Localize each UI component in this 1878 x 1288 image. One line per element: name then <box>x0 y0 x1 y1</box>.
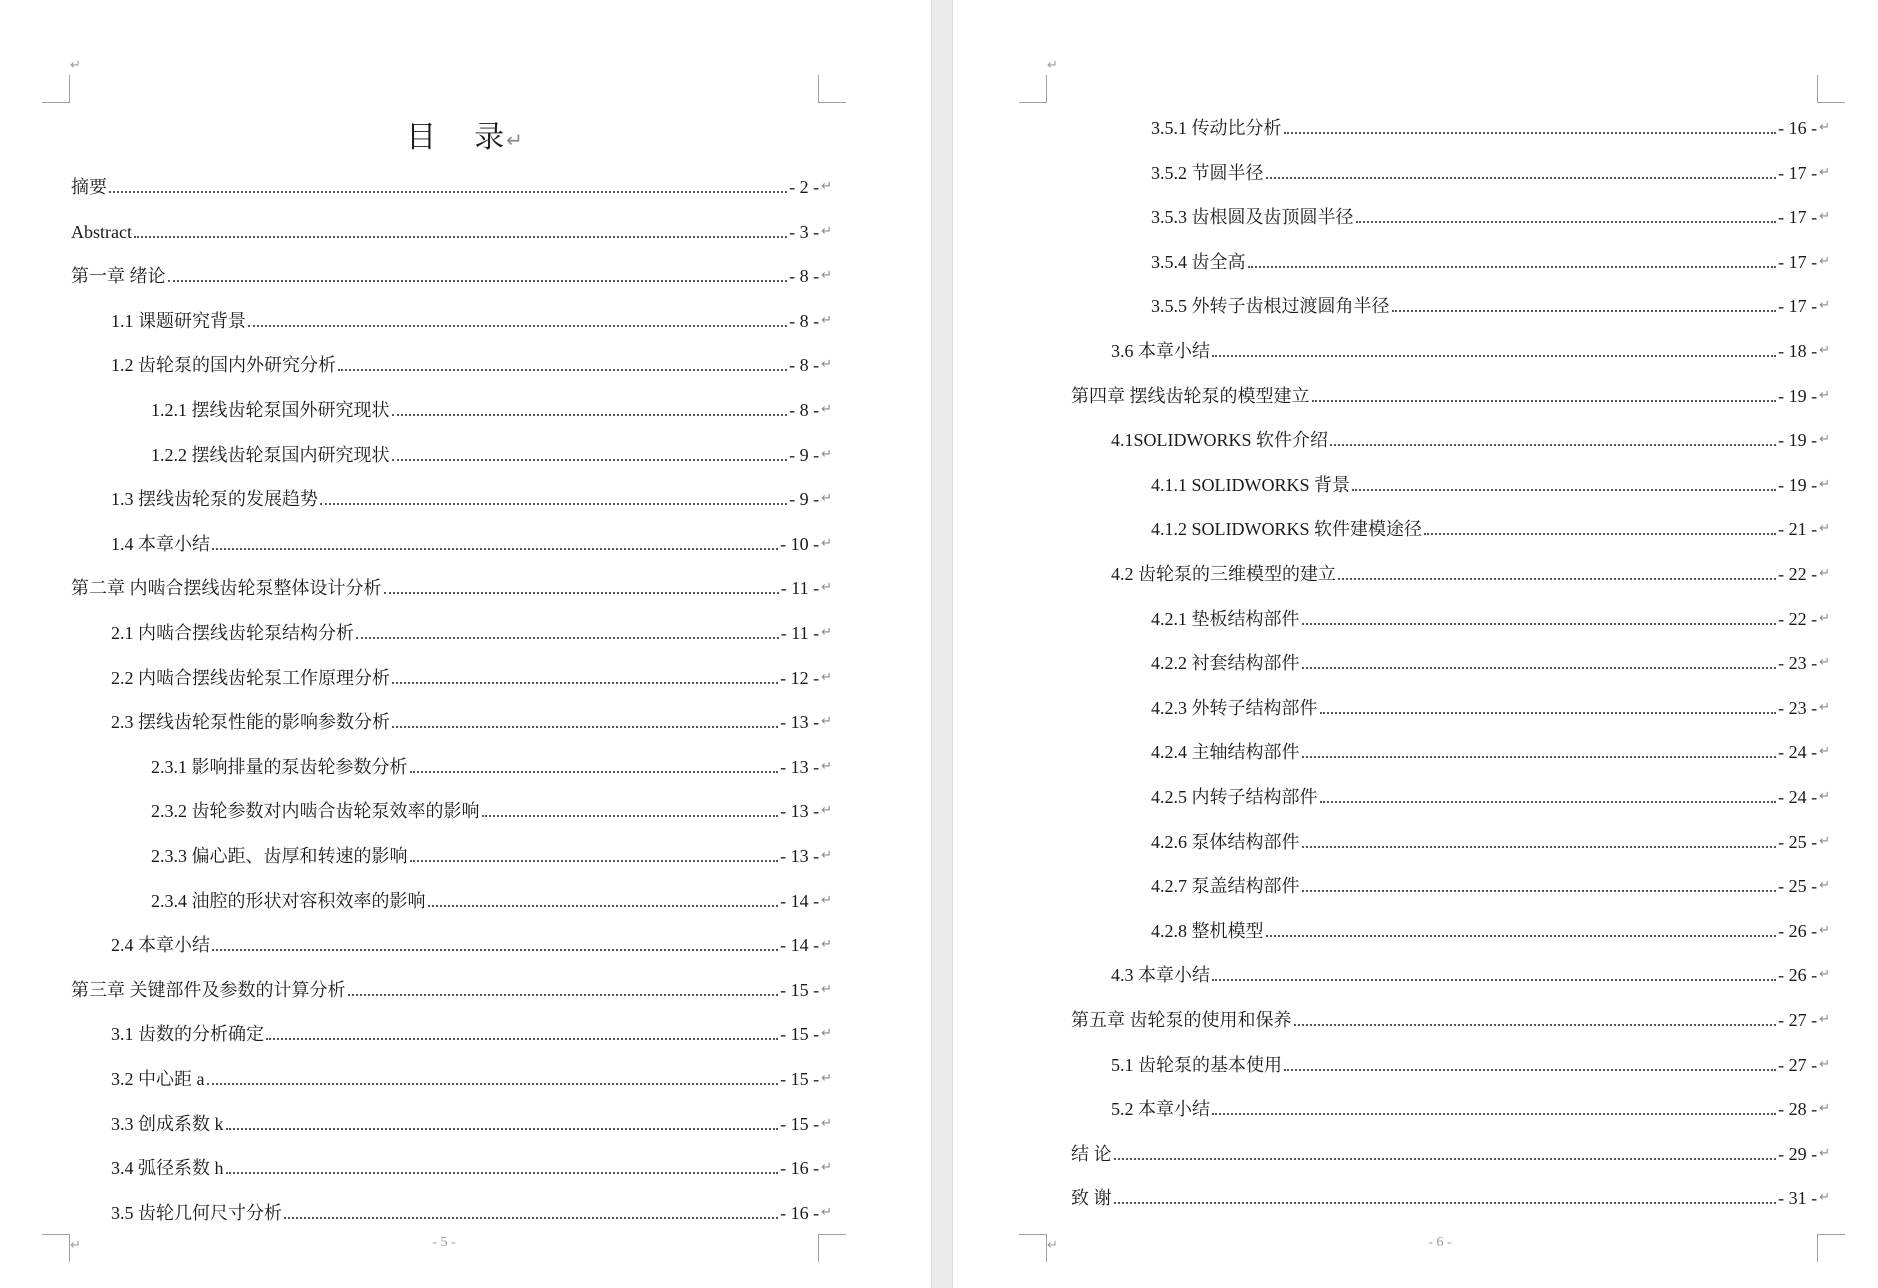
crop-mark-bottom-right <box>818 1234 846 1262</box>
dot-leader <box>168 280 788 282</box>
toc-entry-page: - 9 - <box>789 444 820 465</box>
toc-entry[interactable] <box>1151 827 1830 853</box>
toc-entry-text: 4.2.6 泵体结构部件 <box>1151 831 1300 852</box>
toc-entry[interactable] <box>1071 381 1830 407</box>
dot-leader <box>356 637 779 639</box>
toc-entry-page: - 28 - <box>1778 1099 1818 1120</box>
dot-leader <box>266 1038 778 1040</box>
toc-entry-text: 1.2.2 摆线齿轮泵国内研究现状 <box>151 444 390 465</box>
dot-leader <box>1392 310 1777 312</box>
dot-leader <box>1320 712 1777 714</box>
toc-entry-text: 3.3 创成系数 k <box>111 1113 224 1134</box>
toc-entry[interactable] <box>71 172 832 198</box>
toc-entry-text: 2.3 摆线齿轮泵性能的影响参数分析 <box>111 712 390 733</box>
toc-entry-page: - 15 - <box>780 979 820 1000</box>
dot-leader <box>1338 578 1776 580</box>
paragraph-mark: ↵ <box>1047 1238 1058 1253</box>
paragraph-mark: ↵ <box>1819 120 1830 135</box>
toc-entry-page: - 17 - <box>1778 162 1818 183</box>
dot-leader <box>410 860 779 862</box>
toc-entry-text: 4.1SOLIDWORKS 软件介绍 <box>1111 430 1329 451</box>
toc-entry[interactable] <box>111 484 832 510</box>
toc-entry[interactable] <box>1111 1050 1830 1076</box>
paragraph-mark: ↵ <box>821 803 832 819</box>
dot-leader <box>109 191 787 193</box>
toc-entry[interactable] <box>1151 916 1830 942</box>
paragraph-mark: ↵ <box>821 357 832 373</box>
toc-entry-text: 4.2.4 主轴结构部件 <box>1151 742 1300 763</box>
paragraph-mark: ↵ <box>1819 209 1830 225</box>
toc-entry-text: 致 谢 <box>1071 1188 1112 1209</box>
toc-entry-page: - 8 - <box>789 310 820 331</box>
toc-entry[interactable] <box>151 796 832 822</box>
paragraph-mark: ↵ <box>1819 922 1830 938</box>
paragraph-mark: ↵ <box>821 892 832 908</box>
toc-title-char-2: 录 <box>474 120 507 155</box>
dot-leader <box>1302 756 1777 758</box>
dot-leader <box>226 1172 779 1174</box>
toc-entry[interactable] <box>151 440 832 466</box>
dot-leader <box>1302 623 1777 625</box>
toc-entry[interactable] <box>1151 693 1830 719</box>
paragraph-mark: ↵ <box>821 580 832 596</box>
toc-entry[interactable] <box>1111 559 1830 585</box>
toc-entry[interactable] <box>1151 514 1830 540</box>
toc-entry-text: 4.2.2 衬套结构部件 <box>1151 653 1300 674</box>
paragraph-mark: ↵ <box>1819 566 1830 581</box>
dot-leader <box>320 503 787 505</box>
toc-entry-page: - 25 - <box>1778 831 1818 852</box>
dot-leader <box>392 459 788 461</box>
paragraph-mark: ↵ <box>1819 1012 1830 1027</box>
toc-entry-page: - 27 - <box>1778 1054 1818 1075</box>
paragraph-mark: ↵ <box>1819 967 1830 983</box>
toc-entry-page: - 26 - <box>1778 920 1818 941</box>
toc-entry[interactable] <box>1151 202 1830 228</box>
paragraph-mark: ↵ <box>821 981 832 997</box>
toc-entry-page: - 13 - <box>780 801 820 822</box>
paragraph-mark: ↵ <box>821 491 832 507</box>
toc-entry-text: 3.5.3 齿根圆及齿顶圆半径 <box>1151 207 1354 228</box>
dot-leader <box>1284 132 1777 134</box>
dot-leader <box>392 726 778 728</box>
toc-entry-page: - 22 - <box>1778 608 1818 629</box>
toc-entry-text: 4.2.8 整机模型 <box>1151 920 1264 941</box>
toc-entry-page: - 12 - <box>780 667 820 688</box>
toc-entry[interactable] <box>1111 336 1830 362</box>
toc-entry[interactable] <box>1071 1183 1830 1209</box>
paragraph-mark: ↵ <box>1819 655 1830 671</box>
toc-entry[interactable] <box>1111 960 1830 986</box>
toc-entry-page: - 23 - <box>1778 653 1818 674</box>
toc-entry[interactable] <box>111 663 832 689</box>
page-6[interactable] <box>953 0 1878 1288</box>
toc-entry-text: 4.2.5 内转子结构部件 <box>1151 787 1318 807</box>
toc-entry[interactable] <box>111 1153 832 1179</box>
toc-entry[interactable] <box>1151 158 1830 184</box>
toc-entry[interactable] <box>111 306 832 332</box>
toc-entry-page: - 17 - <box>1778 251 1818 272</box>
toc-entry-text: 3.5.5 外转子齿根过渡圆角半径 <box>1151 296 1390 317</box>
dot-leader <box>284 1217 778 1219</box>
toc-entry[interactable] <box>71 573 832 599</box>
dot-leader <box>1320 801 1777 803</box>
toc-entry-page: - 31 - <box>1778 1188 1818 1209</box>
paragraph-mark: ↵ <box>821 625 832 640</box>
paragraph-mark: ↵ <box>1819 833 1830 849</box>
toc-entry-page: - 8 - <box>789 400 820 420</box>
paragraph-mark: ↵ <box>1819 387 1830 403</box>
dot-leader <box>1212 1113 1776 1115</box>
dot-leader <box>1352 489 1776 491</box>
dot-leader <box>1330 444 1776 446</box>
toc-entry-page: - 8 - <box>789 355 820 376</box>
toc-title-char-1: 目 <box>406 120 439 155</box>
toc-entry-page: - 10 - <box>780 533 820 554</box>
toc-entry-page: - 24 - <box>1778 787 1818 807</box>
dot-leader <box>212 548 778 550</box>
paragraph-mark: ↵ <box>70 1238 81 1253</box>
crop-mark-bottom-left <box>42 1234 70 1262</box>
toc-entry[interactable] <box>1151 470 1830 496</box>
toc-entry-page: - 29 - <box>1778 1143 1818 1164</box>
paragraph-mark: ↵ <box>821 714 832 730</box>
paragraph-mark: ↵ <box>821 402 832 417</box>
toc-entry[interactable] <box>71 261 832 287</box>
toc-entry-page: - 24 - <box>1778 742 1818 763</box>
paragraph-mark: ↵ <box>821 937 832 953</box>
toc-entry-text: 4.2.7 泵盖结构部件 <box>1151 876 1300 897</box>
toc-entry-text: 第三章 关键部件及参数的计算分析 <box>71 979 346 1000</box>
toc-entry[interactable] <box>1151 782 1830 808</box>
toc-entry-text: 1.2.1 摆线齿轮泵国外研究现状 <box>151 400 390 420</box>
toc-entry-text: 2.3.3 偏心距、齿厚和转速的影响 <box>151 846 408 866</box>
paragraph-mark: ↵ <box>1819 789 1830 804</box>
toc-entry-text: 5.1 齿轮泵的基本使用 <box>1111 1054 1282 1075</box>
paragraph-mark: ↵ <box>1819 1145 1830 1161</box>
toc-entry-page: - 13 - <box>780 712 820 733</box>
paragraph-mark: ↵ <box>1819 164 1830 180</box>
dot-leader <box>348 994 779 996</box>
toc-entry-text: 2.2 内啮合摆线齿轮泵工作原理分析 <box>111 667 390 688</box>
paragraph-mark: ↵ <box>1047 58 1058 73</box>
toc-entry-page: - 25 - <box>1778 876 1818 897</box>
paragraph-mark: ↵ <box>1819 699 1830 715</box>
toc-entry[interactable] <box>1151 604 1830 630</box>
toc-entry[interactable] <box>1151 871 1830 897</box>
paragraph-mark: ↵ <box>1819 878 1830 894</box>
toc-entry[interactable] <box>151 841 832 867</box>
dot-leader <box>1302 890 1777 892</box>
page-gutter <box>931 0 953 1288</box>
toc-entry[interactable] <box>1151 291 1830 317</box>
toc-entry[interactable] <box>1151 648 1830 674</box>
dot-leader <box>1302 846 1777 848</box>
toc-entry-text: 3.1 齿数的分析确定 <box>111 1024 264 1045</box>
paragraph-mark: ↵ <box>821 758 832 774</box>
dot-leader <box>226 1128 779 1130</box>
toc-entry-page: - 8 - <box>789 266 820 287</box>
toc-entry-text: 第五章 齿轮泵的使用和保养 <box>1071 1010 1292 1030</box>
toc-title <box>0 112 931 156</box>
toc-entry-page: - 21 - <box>1778 519 1818 540</box>
toc-entry-page: - 18 - <box>1778 341 1818 361</box>
toc-entry[interactable] <box>111 707 832 733</box>
paragraph-mark: ↵ <box>821 848 832 863</box>
toc-entry[interactable] <box>71 217 832 243</box>
toc-entry-text: 第二章 内啮合摆线齿轮泵整体设计分析 <box>71 578 382 599</box>
toc-entry-page: - 15 - <box>780 1069 820 1089</box>
toc-entry-page: - 16 - <box>780 1202 820 1223</box>
toc-entry-text: 摘要 <box>71 177 107 197</box>
paragraph-mark: ↵ <box>1819 1101 1830 1117</box>
dot-leader <box>1284 1069 1776 1071</box>
crop-mark-bottom-right <box>1817 1234 1845 1262</box>
dot-leader <box>248 325 787 327</box>
paragraph-mark: ↵ <box>821 268 832 284</box>
toc-entry-text: 第四章 摆线齿轮泵的模型建立 <box>1071 385 1310 406</box>
paragraph-mark: ↵ <box>821 312 832 328</box>
toc-entry-text: 第一章 绪论 <box>71 266 166 287</box>
toc-entry[interactable] <box>1071 1005 1830 1031</box>
paragraph-mark: ↵ <box>1819 432 1830 448</box>
toc-entry[interactable] <box>151 886 832 912</box>
dot-leader <box>134 236 787 238</box>
toc-entry[interactable] <box>111 1064 832 1090</box>
toc-entry-text: 1.3 摆线齿轮泵的发展趋势 <box>111 489 318 510</box>
dot-leader <box>212 949 778 951</box>
toc-entry-text: 3.2 中心距 a <box>111 1069 205 1089</box>
toc-entry-page: - 26 - <box>1778 965 1818 986</box>
crop-mark-bottom-left <box>1019 1234 1047 1262</box>
dot-leader <box>1266 177 1777 179</box>
toc-entry[interactable] <box>71 975 832 1001</box>
crop-mark-top-left <box>1019 75 1047 103</box>
toc-entry[interactable] <box>111 1198 832 1224</box>
dot-leader <box>392 682 778 684</box>
toc-entry-page: - 11 - <box>780 578 820 599</box>
dot-leader <box>384 592 779 594</box>
toc-entry-page: - 15 - <box>780 1024 820 1045</box>
toc-entry-text: 4.2.1 垫板结构部件 <box>1151 608 1300 629</box>
toc-entry[interactable] <box>1151 113 1830 139</box>
toc-entry-text: 3.6 本章小结 <box>1111 341 1210 361</box>
dot-leader <box>482 815 779 817</box>
toc-entry-page: - 22 - <box>1778 564 1818 584</box>
toc-entry-page: - 2 - <box>789 177 820 197</box>
toc-entry[interactable] <box>111 618 832 644</box>
dot-leader <box>1294 1024 1777 1026</box>
page-5[interactable] <box>0 0 931 1288</box>
toc-entry-text: 4.2.3 外转子结构部件 <box>1151 697 1318 718</box>
toc-entry-page: - 13 - <box>780 756 820 777</box>
toc-entry-page: - 23 - <box>1778 697 1818 718</box>
toc-entry[interactable] <box>111 930 832 956</box>
paragraph-mark: ↵ <box>821 1160 832 1176</box>
page-number-footer: - 6 - <box>1428 1235 1452 1250</box>
paragraph-mark: ↵ <box>821 446 832 462</box>
paragraph-mark: ↵ <box>821 1071 832 1086</box>
paragraph-mark: ↵ <box>821 535 832 551</box>
toc-entry-page: - 27 - <box>1778 1010 1818 1030</box>
crop-mark-top-left <box>42 75 70 103</box>
dot-leader <box>1248 266 1777 268</box>
toc-entry-text: 3.5.2 节圆半径 <box>1151 162 1264 183</box>
toc-entry-text: 4.1.2 SOLIDWORKS 软件建模途径 <box>1151 519 1423 540</box>
toc-entry-page: - 15 - <box>780 1113 820 1134</box>
toc-entry-text: 3.4 弧径系数 h <box>111 1158 224 1179</box>
paragraph-mark: ↵ <box>1819 1190 1830 1206</box>
dot-leader <box>1424 533 1776 535</box>
dot-leader <box>392 414 788 416</box>
toc-entry-text: 2.3.2 齿轮参数对内啮合齿轮泵效率的影响 <box>151 801 480 822</box>
toc-entry[interactable] <box>111 350 832 376</box>
toc-entry-text: 4.1.1 SOLIDWORKS 背景 <box>1151 474 1351 495</box>
paragraph-mark: ↵ <box>1819 610 1830 626</box>
toc-entry-page: - 19 - <box>1778 385 1818 406</box>
dot-leader <box>428 905 779 907</box>
dot-leader <box>1114 1202 1777 1204</box>
paragraph-mark: ↵ <box>1819 476 1830 492</box>
paragraph-mark: ↵ <box>506 128 525 152</box>
toc-entry-text: 2.1 内啮合摆线齿轮泵结构分析 <box>111 623 354 643</box>
toc-entry-page: - 13 - <box>780 846 820 866</box>
dot-leader <box>1212 355 1776 357</box>
toc-entry-text: 3.5.1 传动比分析 <box>1151 118 1282 138</box>
crop-mark-top-right <box>818 75 846 103</box>
toc-entry[interactable] <box>1151 247 1830 273</box>
toc-entry-text: Abstract <box>71 221 132 242</box>
toc-entry-page: - 19 - <box>1778 474 1818 495</box>
toc-entry-text: 2.4 本章小结 <box>111 935 210 956</box>
toc-entry-text: 4.3 本章小结 <box>1111 965 1210 986</box>
dot-leader <box>1312 400 1777 402</box>
dot-leader <box>410 771 779 773</box>
toc-entry[interactable] <box>1111 1094 1830 1120</box>
toc-entry-page: - 14 - <box>780 935 820 956</box>
toc-entry-text: 1.1 课题研究背景 <box>111 310 246 331</box>
toc-entry[interactable] <box>1151 737 1830 763</box>
toc-entry[interactable] <box>1071 1139 1830 1165</box>
toc-entry-page: - 11 - <box>780 623 820 643</box>
dot-leader <box>1302 667 1777 669</box>
paragraph-mark: ↵ <box>821 669 832 685</box>
paragraph-mark: ↵ <box>70 58 81 73</box>
toc-entry-text: 2.3.4 油腔的形状对容积效率的影响 <box>151 890 426 911</box>
toc-entry[interactable] <box>111 1109 832 1135</box>
toc-entry[interactable] <box>111 529 832 555</box>
toc-entry-page: - 3 - <box>789 221 820 242</box>
paragraph-mark: ↵ <box>1819 744 1830 760</box>
toc-entry-page: - 14 - <box>780 890 820 911</box>
toc-entry-text: 结 论 <box>1071 1143 1112 1164</box>
toc-entry-text: 2.3.1 影响排量的泵齿轮参数分析 <box>151 756 408 777</box>
page-number-footer: - 5 - <box>432 1235 456 1250</box>
toc-entry[interactable] <box>151 752 832 778</box>
toc-entry-page: - 16 - <box>1778 118 1818 138</box>
crop-mark-top-right <box>1817 75 1845 103</box>
dot-leader <box>1266 935 1777 937</box>
paragraph-mark: ↵ <box>1819 521 1830 537</box>
dot-leader <box>207 1083 779 1085</box>
toc-entry-page: - 17 - <box>1778 296 1818 317</box>
paragraph-mark: ↵ <box>821 179 832 194</box>
toc-entry-text: 1.2 齿轮泵的国内外研究分析 <box>111 355 336 376</box>
paragraph-mark: ↵ <box>1819 343 1830 358</box>
toc-entry[interactable] <box>1111 425 1830 451</box>
toc-entry-text: 1.4 本章小结 <box>111 533 210 554</box>
paragraph-mark: ↵ <box>821 1204 832 1220</box>
dot-leader <box>338 369 787 371</box>
toc-entry-page: - 17 - <box>1778 207 1818 228</box>
paragraph-mark: ↵ <box>821 223 832 239</box>
dot-leader <box>1212 979 1776 981</box>
toc-entry[interactable] <box>151 395 832 421</box>
toc-entry-text: 4.2 齿轮泵的三维模型的建立 <box>1111 564 1336 584</box>
paragraph-mark: ↵ <box>821 1026 832 1042</box>
paragraph-mark: ↵ <box>1819 253 1830 269</box>
toc-entry-page: - 9 - <box>789 489 820 510</box>
dot-leader <box>1356 221 1777 223</box>
dot-leader <box>1114 1158 1777 1160</box>
toc-entry-text: 3.5 齿轮几何尺寸分析 <box>111 1202 282 1223</box>
toc-entry-text: 3.5.4 齿全高 <box>1151 251 1246 272</box>
toc-entry-page: - 16 - <box>780 1158 820 1179</box>
toc-entry-page: - 19 - <box>1778 430 1818 451</box>
paragraph-mark: ↵ <box>821 1115 832 1131</box>
paragraph-mark: ↵ <box>1819 1056 1830 1072</box>
toc-entry-text: 5.2 本章小结 <box>1111 1099 1210 1120</box>
paragraph-mark: ↵ <box>1819 298 1830 314</box>
toc-entry[interactable] <box>111 1019 832 1045</box>
